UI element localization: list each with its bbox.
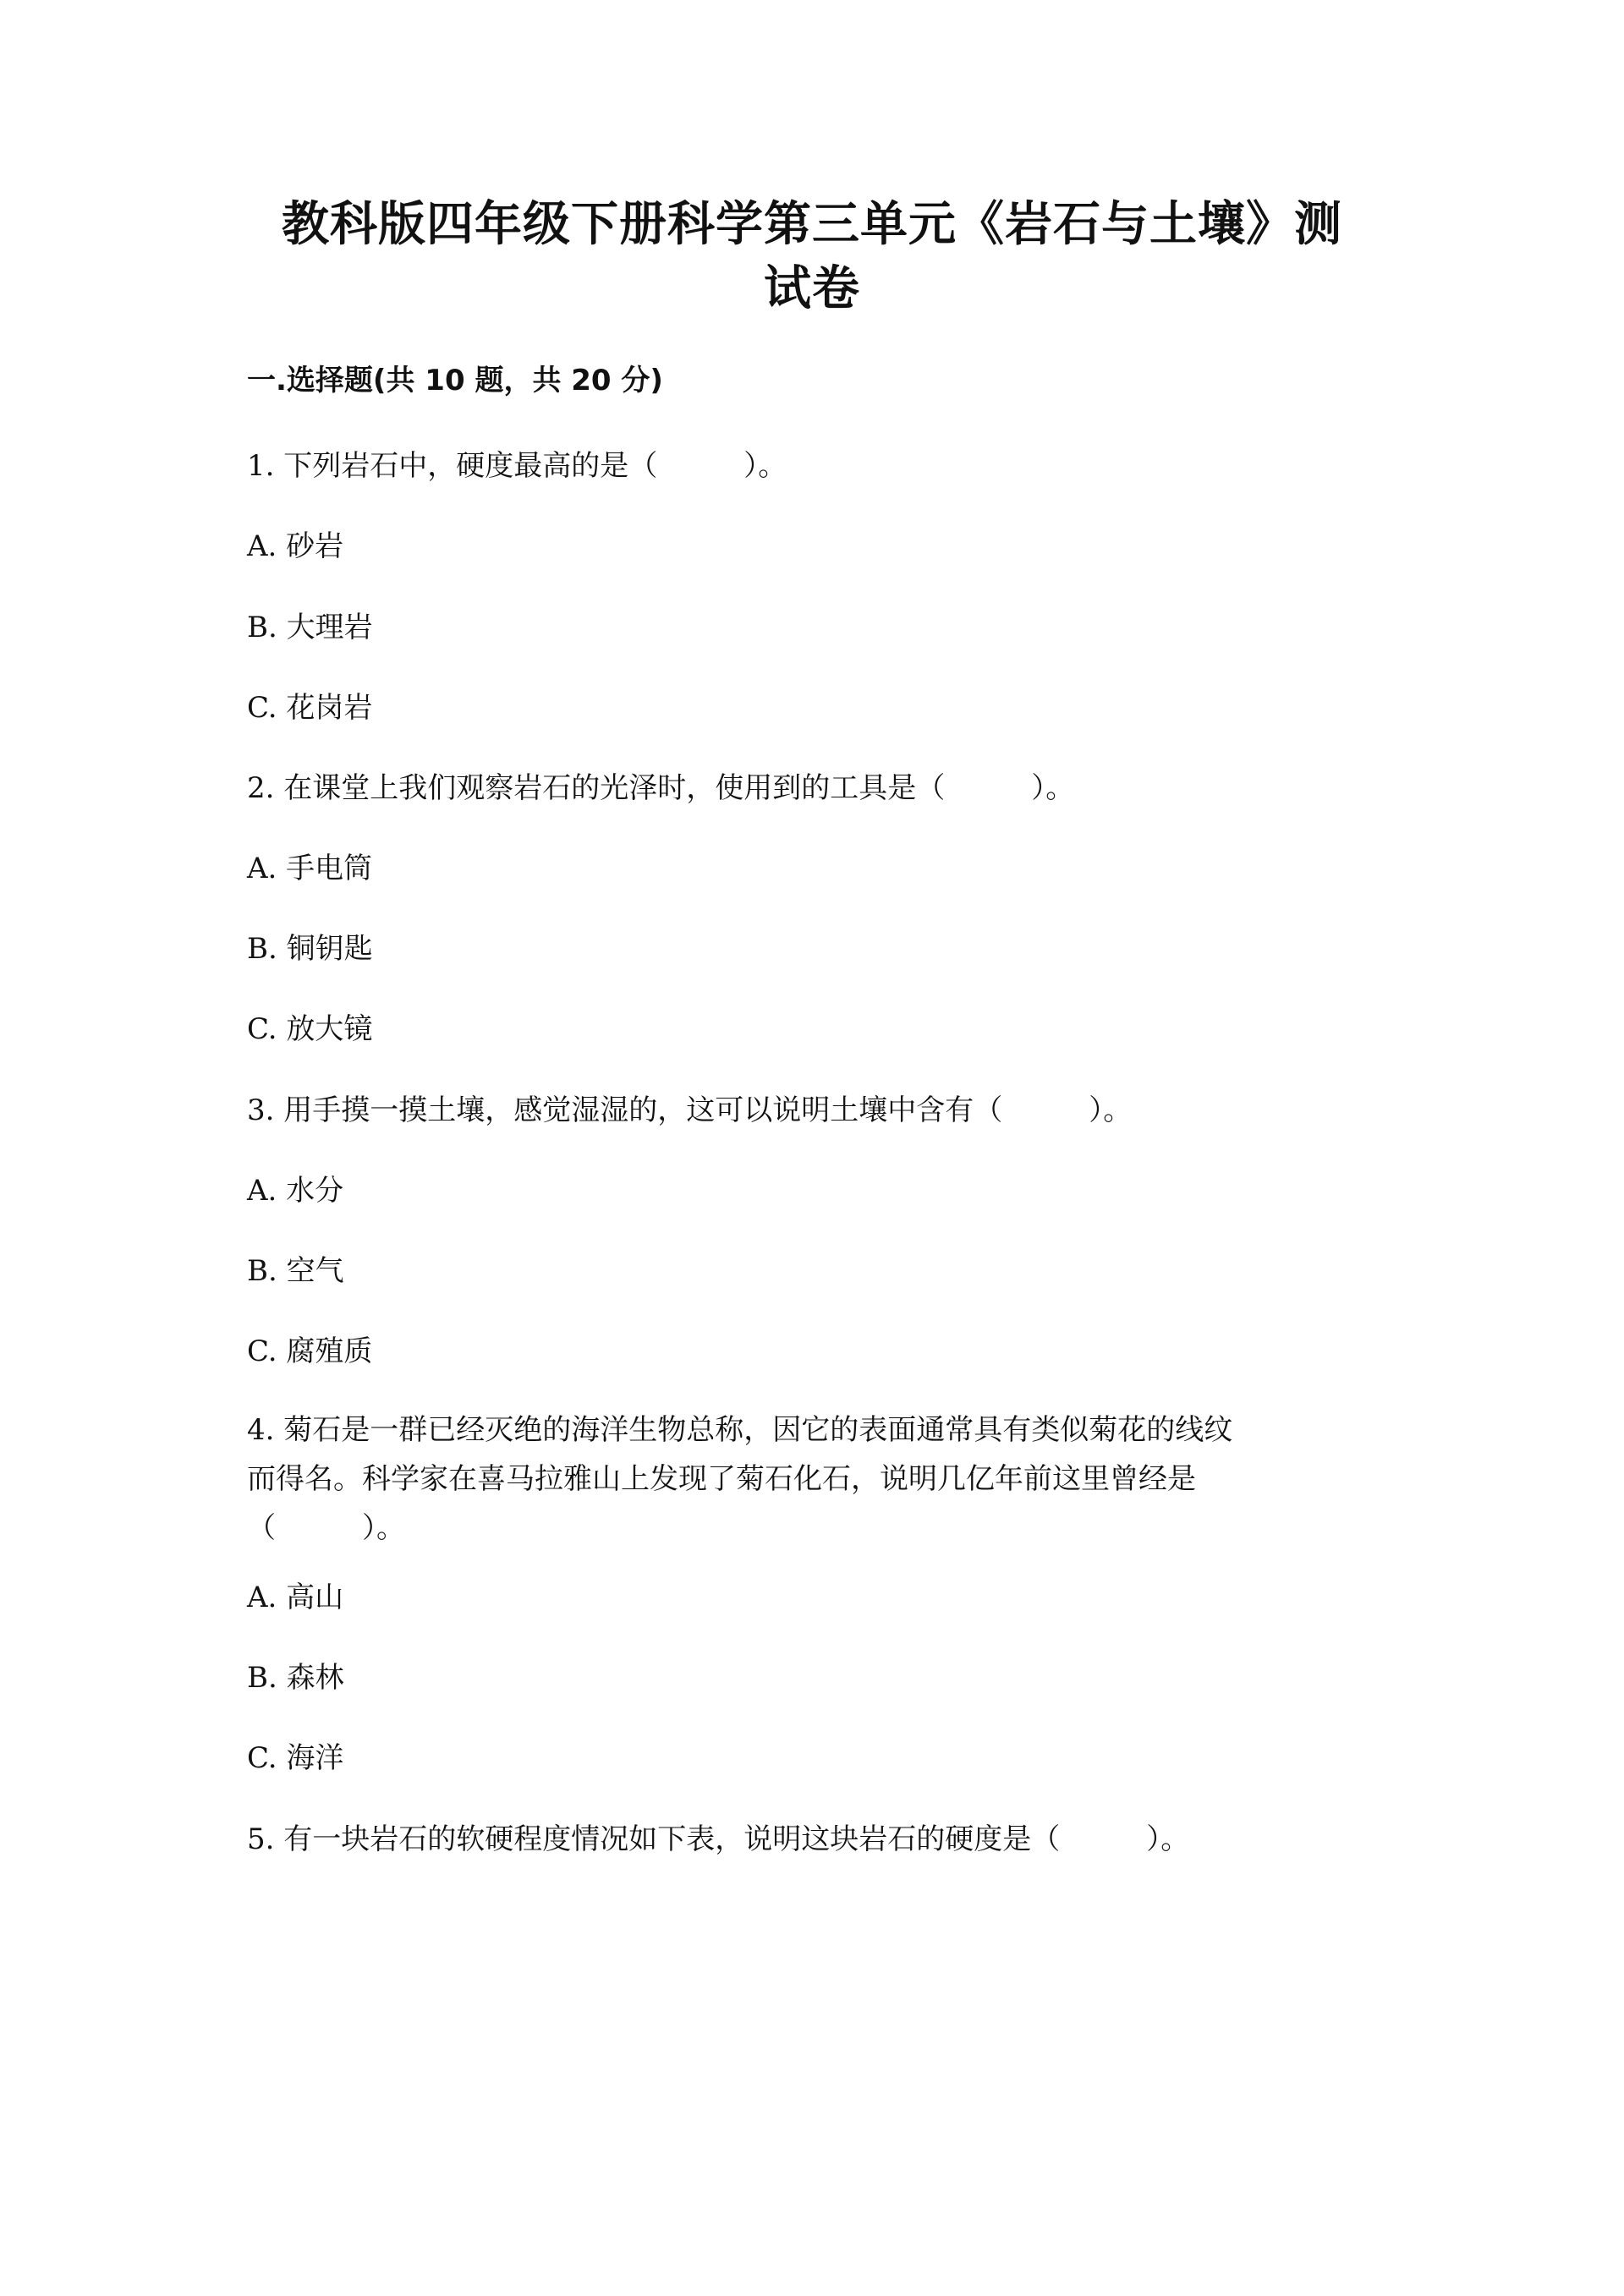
- question-4-stem-line-1: 4. 菊石是一群已经灭绝的海洋生物总称，因它的表面通常具有类似菊花的线纹: [247, 1413, 1233, 1447]
- question-3-option-a: A. 水分: [247, 1174, 344, 1208]
- question-4-option-c: C. 海洋: [247, 1741, 344, 1775]
- page-title: [211, 193, 1413, 321]
- question-5-stem: 5. 有一块岩石的软硬程度情况如下表，说明这块岩石的硬度是（ ）。: [247, 1822, 1190, 1856]
- question-3-option-c: C. 腐殖质: [247, 1334, 373, 1368]
- question-4-stem-line-2: 而得名。科学家在喜马拉雅山上发现了菊石化石，说明几亿年前这里曾经是: [247, 1462, 1196, 1496]
- question-1-option-b: B. 大理岩: [247, 611, 373, 644]
- title-line-2: 试卷: [764, 261, 860, 316]
- question-4-stem-line-3: （ ）。: [247, 1511, 405, 1545]
- question-2-option-c: C. 放大镜: [247, 1012, 373, 1046]
- question-2-stem: 2. 在课堂上我们观察岩石的光泽时，使用到的工具是（ ）。: [247, 771, 1075, 805]
- title-line-1: 教科版四年级下册科学第三单元《岩石与土壤》测: [282, 197, 1342, 252]
- question-2-option-a: A. 手电筒: [247, 852, 373, 885]
- section-heading: 一.选择题(共 10 题，共 20 分): [247, 364, 663, 397]
- question-2-option-b: B. 铜钥匙: [247, 932, 373, 966]
- question-4-stem: [247, 1406, 1380, 1553]
- question-1-stem: 1. 下列岩石中，硬度最高的是（ ）。: [247, 449, 787, 483]
- question-1-option-a: A. 砂岩: [247, 529, 344, 563]
- question-1-option-c: C. 花岗岩: [247, 691, 373, 725]
- question-4-option-a: A. 高山: [247, 1581, 344, 1614]
- question-3-stem: 3. 用手摸一摸土壤，感觉湿湿的，这可以说明土壤中含有（ ）。: [247, 1093, 1133, 1127]
- question-3-option-b: B. 空气: [247, 1254, 344, 1288]
- question-4-option-b: B. 森林: [247, 1661, 344, 1695]
